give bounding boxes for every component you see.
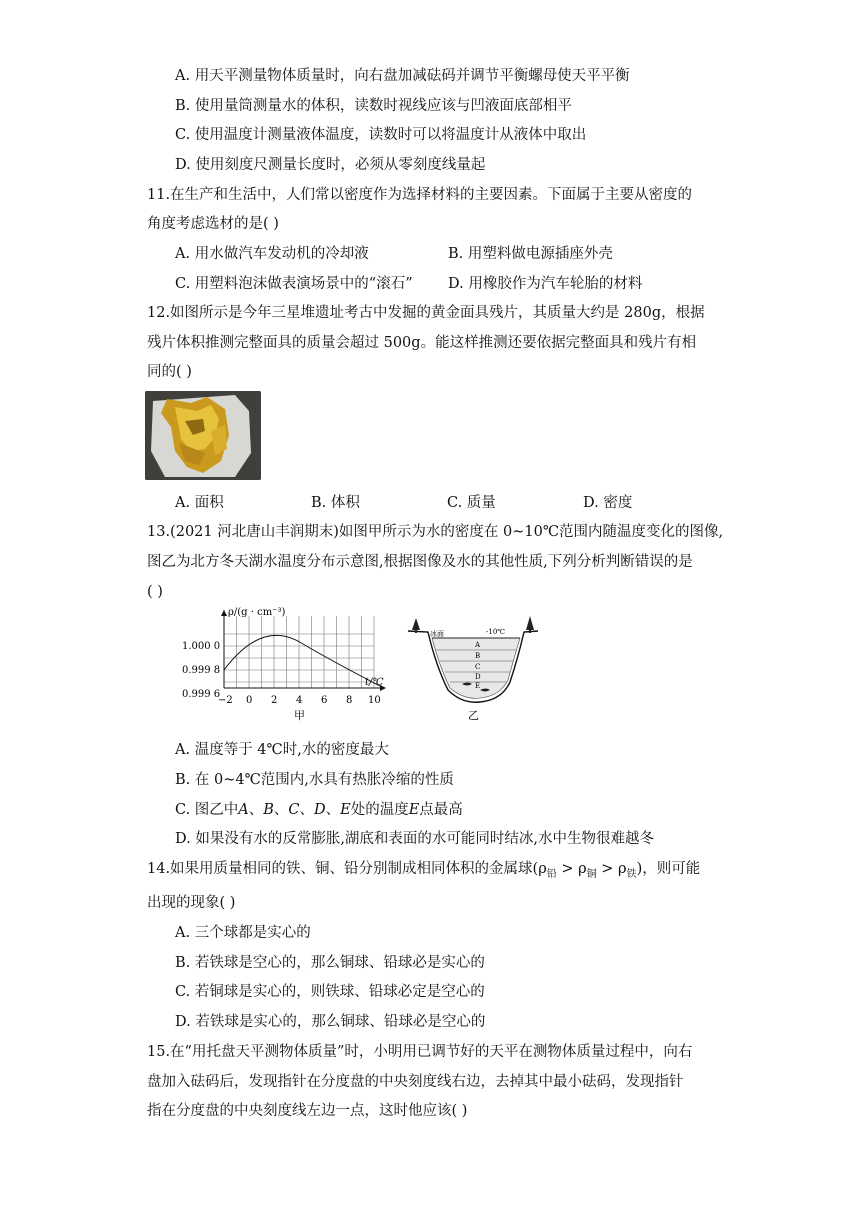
graph-ylabel: ρ/(g · cm⁻³)	[228, 607, 286, 618]
q10-option-c: C. 使用温度计测量液体温度，读数时可以将温度计从液体中取出	[175, 127, 587, 143]
q11-option-c: C. 用塑料泡沫做表演场景中的“滚石”	[175, 276, 413, 292]
lake-label-b: B	[475, 652, 481, 660]
q10-option-a: A. 用天平测量物体质量时，向右盘加减砝码并调节平衡螺母使天平平衡	[175, 68, 630, 84]
q14-stem-line1: 14.如果用质量相同的铁、铜、铅分别制成相同体积的金属球$(\rho_铅 > \rho_铜 > \rho_铁)$，则可能	[147, 861, 701, 880]
lake-label-e: E	[475, 682, 481, 690]
q13-option-a: A. 温度等于 4℃时,水的密度最大	[175, 742, 389, 758]
caption-yi: 乙	[468, 709, 479, 722]
q13-stem-line3: ( )	[147, 584, 163, 600]
q10-option-b: B. 使用量筒测量水的体积，读数时视线应该与凹液面底部相平	[175, 98, 572, 114]
q11-option-d: D. 用橡胶作为汽车轮胎的材料	[448, 276, 643, 292]
q15-stem-line3: 指在分度盘的中央刻度线左边一点，这时他应该( )	[147, 1103, 468, 1119]
xtick-7: 10	[368, 695, 381, 706]
q13-stem-line2: 图乙为北方冬天湖水温度分布示意图,根据图像及水的其他性质,下列分析判断错误的是	[147, 554, 693, 570]
q11-option-a: A. 用水做汽车发动机的冷却液	[175, 246, 369, 262]
lake-label-c: C	[475, 663, 481, 671]
q13-figure	[180, 606, 540, 731]
q12-option-d: D. 密度	[583, 495, 633, 511]
lake-label-ice: 冰面	[430, 630, 444, 638]
q12-stem-line3: 同的( )	[147, 364, 192, 380]
xtick-1: −2	[218, 695, 233, 706]
q14-option-a: A. 三个球都是实心的	[175, 925, 311, 941]
lake-label-a: A	[475, 641, 481, 649]
graph-xlabel: t/℃	[365, 677, 384, 688]
xtick-2: 0	[246, 695, 253, 706]
lake-label-temp: -10℃	[486, 628, 506, 636]
xtick-3: 2	[271, 695, 278, 706]
q10-option-d: D. 使用刻度尺测量长度时，必须从零刻度线量起	[175, 157, 486, 173]
q12-option-b: B. 体积	[311, 495, 360, 511]
q11-stem-line2: 角度考虑选材的是( )	[147, 216, 279, 232]
q12-option-c: C. 质量	[447, 495, 496, 511]
q12-stem-line1: 12.如图所示是今年三星堆遗址考古中发掘的黄金面具残片，其质量大约是 280g，根据	[147, 305, 705, 321]
q12-stem-line2: 残片体积推测完整面具的质量会超过 500g。能这样推测还要依据完整面具和残片有相	[147, 335, 697, 351]
xtick-4: 4	[296, 695, 303, 706]
ytick-2: 0.999 8	[182, 665, 221, 676]
ytick-1: 1.000 0	[182, 641, 221, 652]
xtick-5: 6	[321, 695, 328, 706]
q14-option-c: C. 若铜球是实心的，则铁球、铅球必定是空心的	[175, 984, 485, 1000]
q11-stem-line1: 11.在生产和生活中，人们常以密度作为选择材料的主要因素。下面属于主要从密度的	[147, 187, 693, 203]
lake-label-d: D	[475, 673, 481, 681]
q14-option-d: D. 若铁球是实心的，那么铜球、铅球必是空心的	[175, 1014, 486, 1030]
xtick-6: 8	[346, 695, 353, 706]
q13-stem-line1: 13.(2021 河北唐山丰润期末)如图甲所示为水的密度在 0~10℃范围内随温度变化的图像,	[147, 524, 724, 540]
q14-option-b: B. 若铁球是空心的，那么铜球、铅球必是实心的	[175, 955, 485, 971]
lake-diagram	[408, 616, 538, 722]
q15-stem-line1: 15.在“用托盘天平测物体质量”时，小明用已调节好的天平在测物体质量过程中，向右	[147, 1044, 693, 1060]
q13-option-c: C. 图乙中𝐴、𝐵、𝐶、𝐷、𝐸处的温度𝐸点最高	[175, 802, 463, 818]
q11-option-b: B. 用塑料做电源插座外壳	[448, 246, 613, 262]
density-graph	[182, 607, 386, 722]
gold-mask-photo	[145, 391, 261, 480]
q14-stem-line2: 出现的现象( )	[147, 895, 236, 911]
caption-jia: 甲	[294, 709, 305, 722]
ytick-3: 0.999 6	[182, 689, 221, 700]
q13-option-d: D. 如果没有水的反常膨胀,湖底和表面的水可能同时结冰,水中生物很难越冬	[175, 831, 655, 847]
q12-option-a: A. 面积	[175, 495, 224, 511]
q13-option-b: B. 在 0~4℃范围内,水具有热胀冷缩的性质	[175, 772, 454, 788]
q15-stem-line2: 盘加入砝码后，发现指针在分度盘的中央刻度线右边，去掉其中最小砝码，发现指针	[147, 1074, 684, 1090]
